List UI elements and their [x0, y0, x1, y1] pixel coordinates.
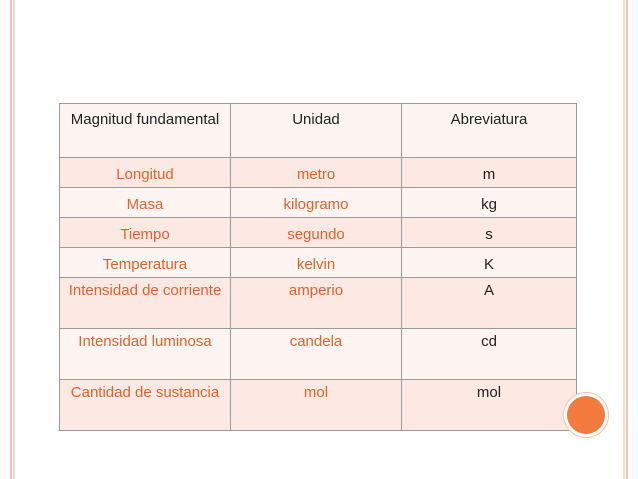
table-row	[60, 218, 577, 248]
table-row	[60, 278, 577, 329]
cell-magnitud: Intensidad de corriente	[60, 278, 231, 329]
cell-unidad: segundo	[231, 218, 402, 248]
cell-magnitud: Longitud	[60, 158, 231, 188]
cell-abreviatura: K	[402, 248, 577, 278]
header-abreviatura: Abreviatura	[402, 104, 577, 158]
table-row	[60, 188, 577, 218]
cell-magnitud: Tiempo	[60, 218, 231, 248]
cell-unidad: kelvin	[231, 248, 402, 278]
table-row	[60, 329, 577, 380]
cell-unidad: metro	[231, 158, 402, 188]
units-table	[59, 103, 577, 431]
cell-unidad: mol	[231, 380, 402, 431]
table-row	[60, 248, 577, 278]
cell-abreviatura: m	[402, 158, 577, 188]
header-unidad: Unidad	[231, 104, 402, 158]
cell-magnitud: Masa	[60, 188, 231, 218]
cell-unidad: amperio	[231, 278, 402, 329]
cell-magnitud: Intensidad luminosa	[60, 329, 231, 380]
table-row	[60, 158, 577, 188]
table-row	[60, 380, 577, 431]
header-magnitud: Magnitud fundamental	[60, 104, 231, 158]
decorative-circle-icon	[567, 396, 605, 434]
cell-abreviatura: s	[402, 218, 577, 248]
cell-abreviatura: cd	[402, 329, 577, 380]
cell-abreviatura: kg	[402, 188, 577, 218]
cell-magnitud: Cantidad de sustancia	[60, 380, 231, 431]
cell-magnitud: Temperatura	[60, 248, 231, 278]
cell-unidad: kilogramo	[231, 188, 402, 218]
table-header-row	[60, 104, 577, 158]
cell-unidad: candela	[231, 329, 402, 380]
cell-abreviatura: mol	[402, 380, 577, 431]
cell-abreviatura: A	[402, 278, 577, 329]
